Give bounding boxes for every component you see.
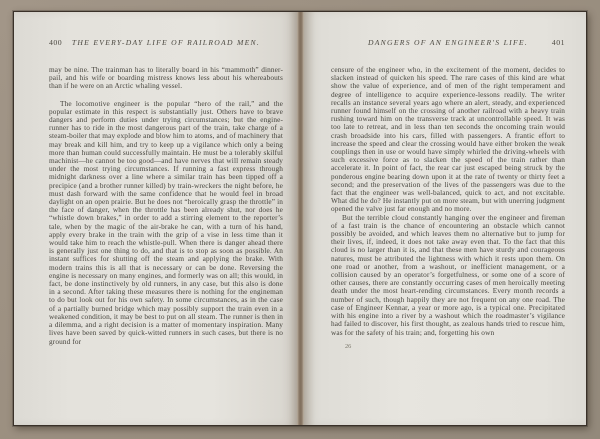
book-gutter — [297, 12, 304, 425]
left-page — [14, 12, 297, 425]
right-page-number: 401 — [551, 38, 565, 47]
right-page — [304, 12, 586, 425]
left-page-number: 400 — [49, 38, 63, 47]
left-page-header — [49, 38, 283, 50]
left-page-body — [49, 66, 283, 346]
paragraph: may be nine. The trainman has to literally board in his “mammoth” dinner-pail, and his wife or boarding mistress knows less about his whereabouts than if he were on an Arctic whaling vessel. — [49, 65, 283, 91]
right-running-title: DANGERS OF AN ENGINEER'S LIFE. — [367, 38, 529, 47]
paragraph: censure of the engineer who, in the excitement of the moment, decides to slacken instead of quicken his speed. The rare cases of this kind are what show the value of experience, and of men of the right temperament and degree of intelligence to acquire experience-lessons readily. The writer recalls an instance several years ago where an alert, steady, and experienced runner found himself on the crossing of another railroad with a heavy train rushing toward him on the transverse track at uncontrollable speed. It was too late to retreat, and in less than ten seconds the oncoming train would crash broadside into his cars, filled with passengers. A frantic effort to increase the speed and clear the crossing would have either broken the weak couplings then in use or would have simply whirled the driving-wheels with such excessive force as to slacken the speed of the train rather than accelerate it. In point of fact, the rear car just escaped being struck by the ponderous engine bearing down upon it at the rate of twenty or thirty feet a second; and the preservation of the lives of the passengers was due to the fact that the engineer was well-balanced, quick to act, and not excitable. What did he do? He instantly put on more steam, but with unerring judgment opened the valve just far enough and no more. — [331, 65, 565, 214]
paragraph: But the terrible cloud constantly hanging over the engineer and fireman of a fast train is the chance of encountering an obstacle which cannot possibly be avoided, and which leaves them no alternative but to jump for their lives, if, indeed, it does not take away even that. To the fact that this cloud is no larger than it is, and that these men have sturdy and courageous natures, must be attributed the lightness with which it rests upon them. On one road or another, from a washout, or inefficient management, or a collision caused by an operator’s forgetfulness, or some one of a score of other causes, there are constantly occurring cases of men heroically meeting death under the most heart-rending circumstances. Every month records a number of such, though happily they are not frequent on any one road. The case of Engineer Kennar, a year or more ago, is a typical one. Precipitated with his engine into a river by a washout which the roadmaster’s vigilance had failed to discover, his first thought, as zealous hands tried to rescue him, was for the safety of his train; and, forgetting his own — [331, 212, 565, 337]
left-running-title: THE EVERY-DAY LIFE OF RAILROAD MEN. — [71, 38, 261, 47]
right-page-body — [331, 66, 565, 337]
signature-mark: 26 — [345, 342, 352, 350]
book-spread — [13, 11, 587, 426]
paragraph: The locomotive engineer is the popular “hero of the rail,” and the popular estimate in this respect is substantially just. Others have to brave dangers and perform duties under trying circumstances; but the engine-runner has to ride in the most dangerous part of the train, take charge of a steam-boiler that may explode and blow him to atoms, and of machinery that may break and kill him, and try to keep up a vigilance which only a being more than human could successfully maintain. He must be a tolerably skilful machinist—he cannot be too good—and have nerves that will remain steady under the most trying circumstances. If running a fast express through midnight darkness over a line where a similar train has been tipped off a precipice (and a brother runner killed) by train-wreckers the night before, he must dash forward with the same confidence that he would feel in broad daylight on an open prairie. But he does not “heroically grasp the throttle” in the face of danger, when the throttle has been already shut, nor does he “whistle down brakes,” in order to add a stirring element to the reporter’s tale, when by the magic of the air-brake he can, with a turn of his hand, apply every brake in the train with the grip of a vise in less time than it would take him to reach the whistle-pull. When there is danger ahead there is generally just one thing to do, and that is to stop as soon as possible. An instant suffices for shutting off the steam and applying the brake. With modern trains this is all that is necessary or can be done. Reversing the engine is necessary on many engines, and formerly was on all; this would, in fact, be done instinctively by old runners, in any case, but this also is done in a second. After taking these measures there is nothing for the engineman to do but look out for his own safety. In some circumstances, as in the case of a partially burned bridge which may possibly support the train even in a weakened condition, it may be best to put on all steam. The runner is then in a dilemma, and a right decision is a matter of momentary inspiration. Many lives have been saved by quick-witted runners in such cases, but there is no ground for — [49, 98, 283, 346]
right-page-header — [331, 38, 565, 50]
